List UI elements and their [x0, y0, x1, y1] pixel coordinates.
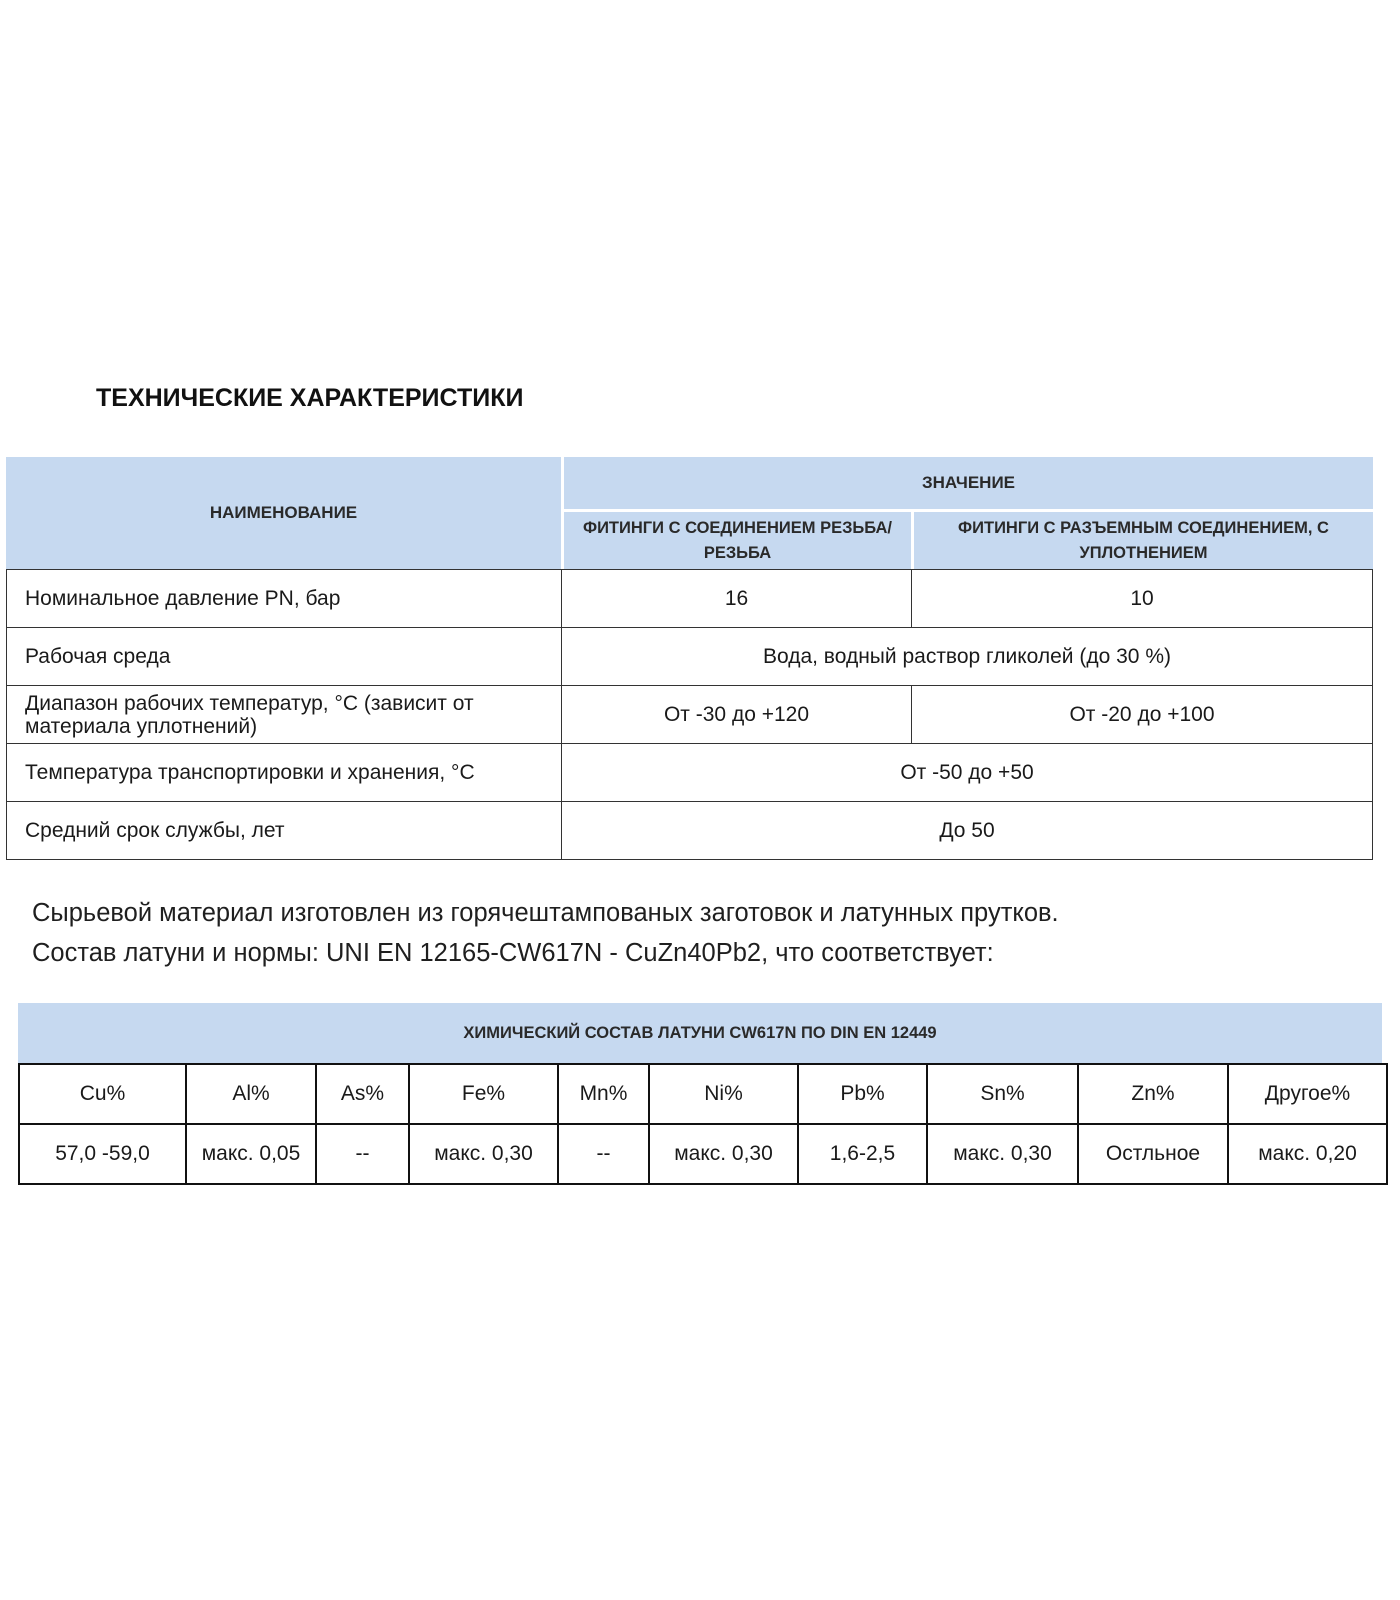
chem-value-cell: макс. 0,05 — [186, 1124, 316, 1184]
row-value: 10 — [912, 570, 1373, 628]
chem-header-cell: Pb% — [798, 1064, 927, 1124]
header-name: НАИМЕНОВАНИЕ — [209, 503, 358, 522]
row-label: Температура транспортировки и хранения, °С — [7, 744, 562, 802]
chem-header-cell: Ni% — [649, 1064, 798, 1124]
table-row — [7, 744, 1373, 802]
material-description — [32, 893, 1059, 973]
row-value: 16 — [562, 570, 912, 628]
table-row — [7, 686, 1373, 744]
row-label — [7, 686, 562, 744]
row-label: Средний срок службы, лет — [7, 802, 562, 860]
table-row — [7, 802, 1373, 860]
tech-table-body — [6, 569, 1373, 860]
row-label: Рабочая среда — [7, 628, 562, 686]
chem-value-cell: 57,0 -59,0 — [19, 1124, 186, 1184]
tech-table-header — [6, 457, 1373, 569]
chem-header-cell: Fe% — [409, 1064, 558, 1124]
row-label: Номинальное давление PN, бар — [7, 570, 562, 628]
row-value: От -50 до +50 — [562, 744, 1373, 802]
chem-value-cell: -- — [316, 1124, 409, 1184]
material-line-1: Сырьевой материал изготовлен из горячештампованых заготовок и латунных прутков. — [32, 899, 1059, 927]
row-value: Вода, водный раствор гликолей (до 30 %) — [562, 628, 1373, 686]
row-value: От -30 до +120 — [562, 686, 912, 744]
chem-value-cell: 1,6-2,5 — [798, 1124, 927, 1184]
chem-header-cell: As% — [316, 1064, 409, 1124]
row-label-text: Диапазон рабочих температур, °С (зависит от материала уплотнений) — [25, 691, 474, 738]
chem-table-title: ХИМИЧЕСКИЙ СОСТАВ ЛАТУНИ CW617N ПО DIN EN 12449 — [18, 1003, 1382, 1063]
row-value: От -20 до +100 — [912, 686, 1373, 744]
tech-specs-table — [6, 457, 1373, 860]
chem-header-cell: Sn% — [927, 1064, 1078, 1124]
chem-value-cell: макс. 0,20 — [1228, 1124, 1387, 1184]
chem-header-cell: Другое% — [1228, 1064, 1387, 1124]
chem-header-cell: Cu% — [19, 1064, 186, 1124]
header-union-fittings: ФИТИНГИ С РАЗЪЕМНЫМ СОЕДИНЕНИЕМ, С УПЛОТНЕНИЕМ — [958, 518, 1329, 562]
chemical-composition-table — [18, 1003, 1388, 1185]
chem-table-body — [18, 1063, 1388, 1185]
chem-header-cell: Al% — [186, 1064, 316, 1124]
table-row — [7, 570, 1373, 628]
chem-header-row — [19, 1064, 1387, 1124]
table-row — [7, 628, 1373, 686]
header-threaded-fittings: ФИТИНГИ С СОЕДИНЕНИЕМ РЕЗЬБА/РЕЗЬБА — [582, 518, 893, 562]
chem-header-cell: Zn% — [1078, 1064, 1228, 1124]
row-value: До 50 — [562, 802, 1373, 860]
chem-value-row — [19, 1124, 1387, 1184]
chem-value-cell: макс. 0,30 — [649, 1124, 798, 1184]
chem-value-cell: Остльное — [1078, 1124, 1228, 1184]
page-title: ТЕХНИЧЕСКИЕ ХАРАКТЕРИСТИКИ — [96, 384, 524, 412]
material-line-2: Состав латуни и нормы: UNI EN 12165-CW617N - CuZn40Pb2, что соответствует: — [32, 939, 994, 967]
chem-value-cell: макс. 0,30 — [409, 1124, 558, 1184]
chem-value-cell: -- — [558, 1124, 649, 1184]
chem-value-cell: макс. 0,30 — [927, 1124, 1078, 1184]
chem-header-cell: Mn% — [558, 1064, 649, 1124]
header-value: ЗНАЧЕНИЕ — [921, 473, 1016, 492]
